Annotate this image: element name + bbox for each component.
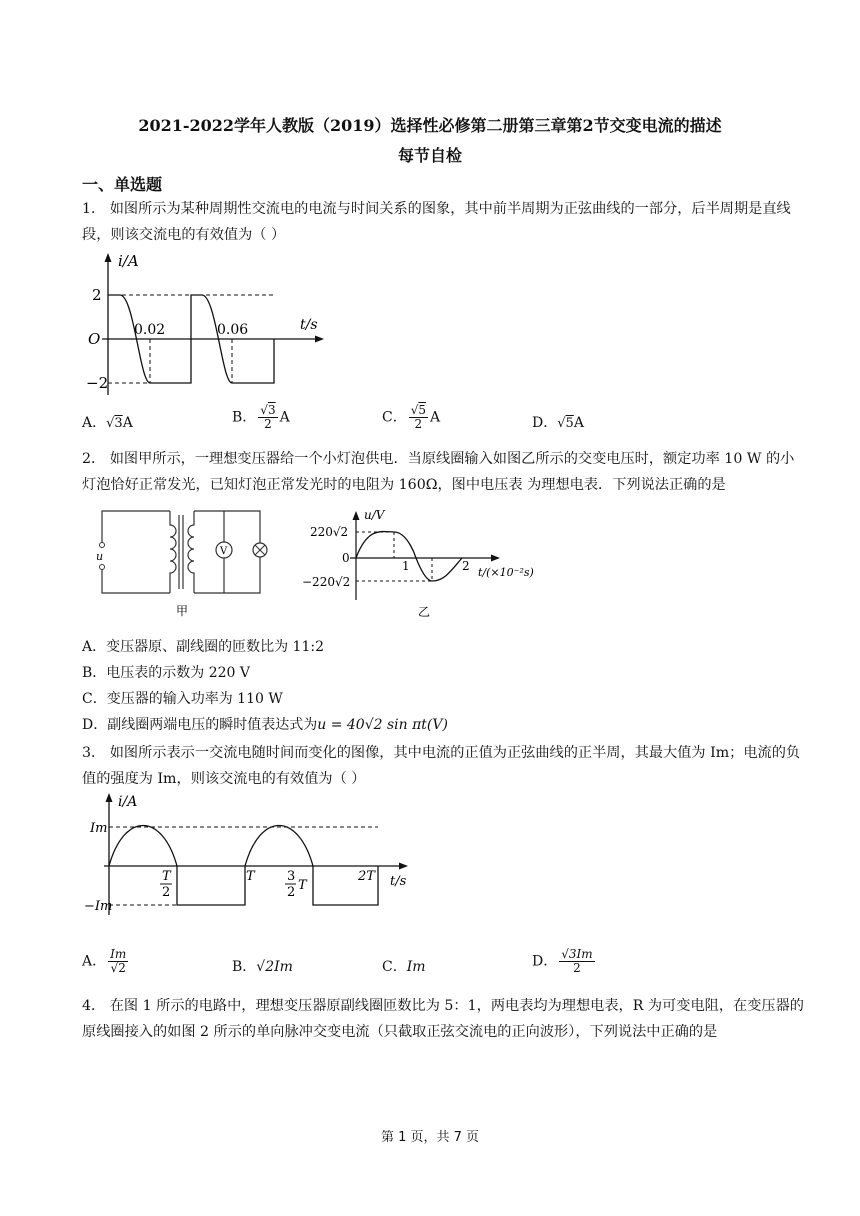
- q1-y-axis-arrow: [105, 253, 112, 262]
- question-2-text: 2． 如图甲所示，一理想变压器给一个小灯泡供电．当原线圈输入如图乙所示的交变电压时，额定功率 10 W 的小灯泡恰好正常发光，已知灯泡正常发光时的电阻为 160Ω，图中电压表 为理想电表．下列说法正确的是: [82, 451, 795, 493]
- q2-xtick-1: 1: [402, 559, 410, 573]
- q3-xtick-3t2-t: T: [298, 878, 307, 893]
- q1-option-b[interactable]: B． $\frac{√3}{2}$ A: [232, 403, 290, 431]
- question-4-text: 4． 在图 1 所示的电路中，理想变压器原副线圈匝数比为 5：1，两电表均为理想电表，R 为可变电阻，在变压器的原线圈接入的如图 2 所示的单向脉冲交变电流（只截取正弦交流电的正向波形），下列说法中正确的是: [82, 998, 804, 1040]
- q1-ytick-neg: −2: [86, 374, 109, 392]
- page-footer: 第 1 页，共 7 页: [380, 1130, 480, 1145]
- q3-graph: [82, 790, 422, 920]
- q2-xtick-2: 2: [462, 559, 470, 573]
- page-title: 2021-2022学年人教版（2019）选择性必修第二册第三章第2节交变电流的描述: [138, 116, 722, 135]
- q2-voltage-graph: [298, 508, 560, 620]
- q3-option-c[interactable]: C．Im: [382, 959, 426, 975]
- q2-option-d-formula: u = 40√2 sin πt(V): [317, 717, 448, 733]
- q2-ytick-neg: −220√2: [302, 575, 351, 589]
- q2-option-c[interactable]: C．变压器的输入功率为 110 W: [82, 691, 283, 707]
- q2-terminal-top: [100, 543, 105, 548]
- q2-secondary-coil: [188, 511, 194, 593]
- question-1-text: 1． 如图所示为某种周期性交流电的电流与时间关系的图象，其中前半周期为正弦曲线的一部分，后半周期是直线段，则该交流电的有效值为（ ）: [82, 201, 791, 243]
- q3-xlabel: t/s: [390, 874, 407, 889]
- q3-option-b[interactable]: B．√2Im: [232, 959, 293, 975]
- q1-option-d[interactable]: D．√5A: [532, 415, 584, 431]
- q2-option-d[interactable]: D．副线圈两端电压的瞬时值表达式为u = 40√2 sin πt(V): [82, 717, 448, 733]
- q3-xtick-t2-num: T: [162, 869, 171, 884]
- q2-ytick-zero: 0: [342, 551, 350, 565]
- q2-option-b[interactable]: B．电压表的示数为 220 V: [82, 665, 251, 681]
- q1-xtick-1: 0.02: [134, 322, 166, 338]
- svg-text:V: V: [220, 546, 228, 557]
- q3-xtick-t: T: [246, 869, 255, 884]
- q1-ylabel: i/A: [118, 252, 139, 270]
- q2-circuit-diagram: [90, 505, 270, 620]
- q3-xtick-t2-den: 2: [162, 885, 171, 900]
- q3-option-d[interactable]: D． $\frac{√3Im}{2}$: [532, 947, 593, 975]
- q1-origin: O: [88, 330, 101, 348]
- q2-option-a[interactable]: A．变压器原、副线圈的匝数比为 11:2: [82, 639, 324, 655]
- q1-graph: [82, 250, 332, 400]
- q3-waveform: [109, 826, 378, 906]
- q3-ylabel: i/A: [118, 794, 138, 810]
- q3-xtick-3t2-num: 3: [287, 869, 296, 884]
- q2-u-label: u: [96, 550, 104, 563]
- q1-x-axis-arrow: [315, 336, 324, 343]
- q2-ytick-pos: 220√2: [310, 525, 349, 539]
- q3-xtick-2t: 2T: [358, 869, 375, 884]
- q1-option-c[interactable]: C． $\frac{√5}{2}$ A: [382, 403, 441, 431]
- q3-option-a[interactable]: A． $\frac{Im}{√2}$: [82, 947, 127, 975]
- question-3-text: 3． 如图所示表示一交流电随时间而变化的图像，其中电流的正值为正弦曲线的正半周，其最大值为 Im；电流的负值的强度为 Im，则该交流电的有效值为（ ）: [82, 745, 801, 787]
- q3-ytick-neg: −Im: [84, 899, 113, 914]
- q1-option-a[interactable]: A．√3A: [82, 415, 133, 431]
- page-subtitle: 每节自检: [397, 146, 462, 165]
- q2-ylabel: u/V: [364, 508, 385, 522]
- q3-ytick-pos: Im: [90, 821, 108, 836]
- q2-terminal-bottom: [100, 565, 105, 570]
- q2-fig-yi-caption: 乙: [418, 605, 431, 619]
- q1-xlabel: t/s: [300, 317, 318, 333]
- q1-xtick-2: 0.06: [217, 322, 249, 338]
- q2-primary-coil: [170, 511, 176, 593]
- q2-sine-waveform: [356, 532, 462, 581]
- q2-fig-jia-caption: 甲: [176, 604, 189, 618]
- q3-xtick-3t2-den: 2: [287, 885, 296, 900]
- q1-ytick-pos: 2: [92, 286, 102, 304]
- q2-xlabel: t/(×10⁻²s): [478, 566, 534, 579]
- section-heading: 一、单选题: [82, 175, 163, 194]
